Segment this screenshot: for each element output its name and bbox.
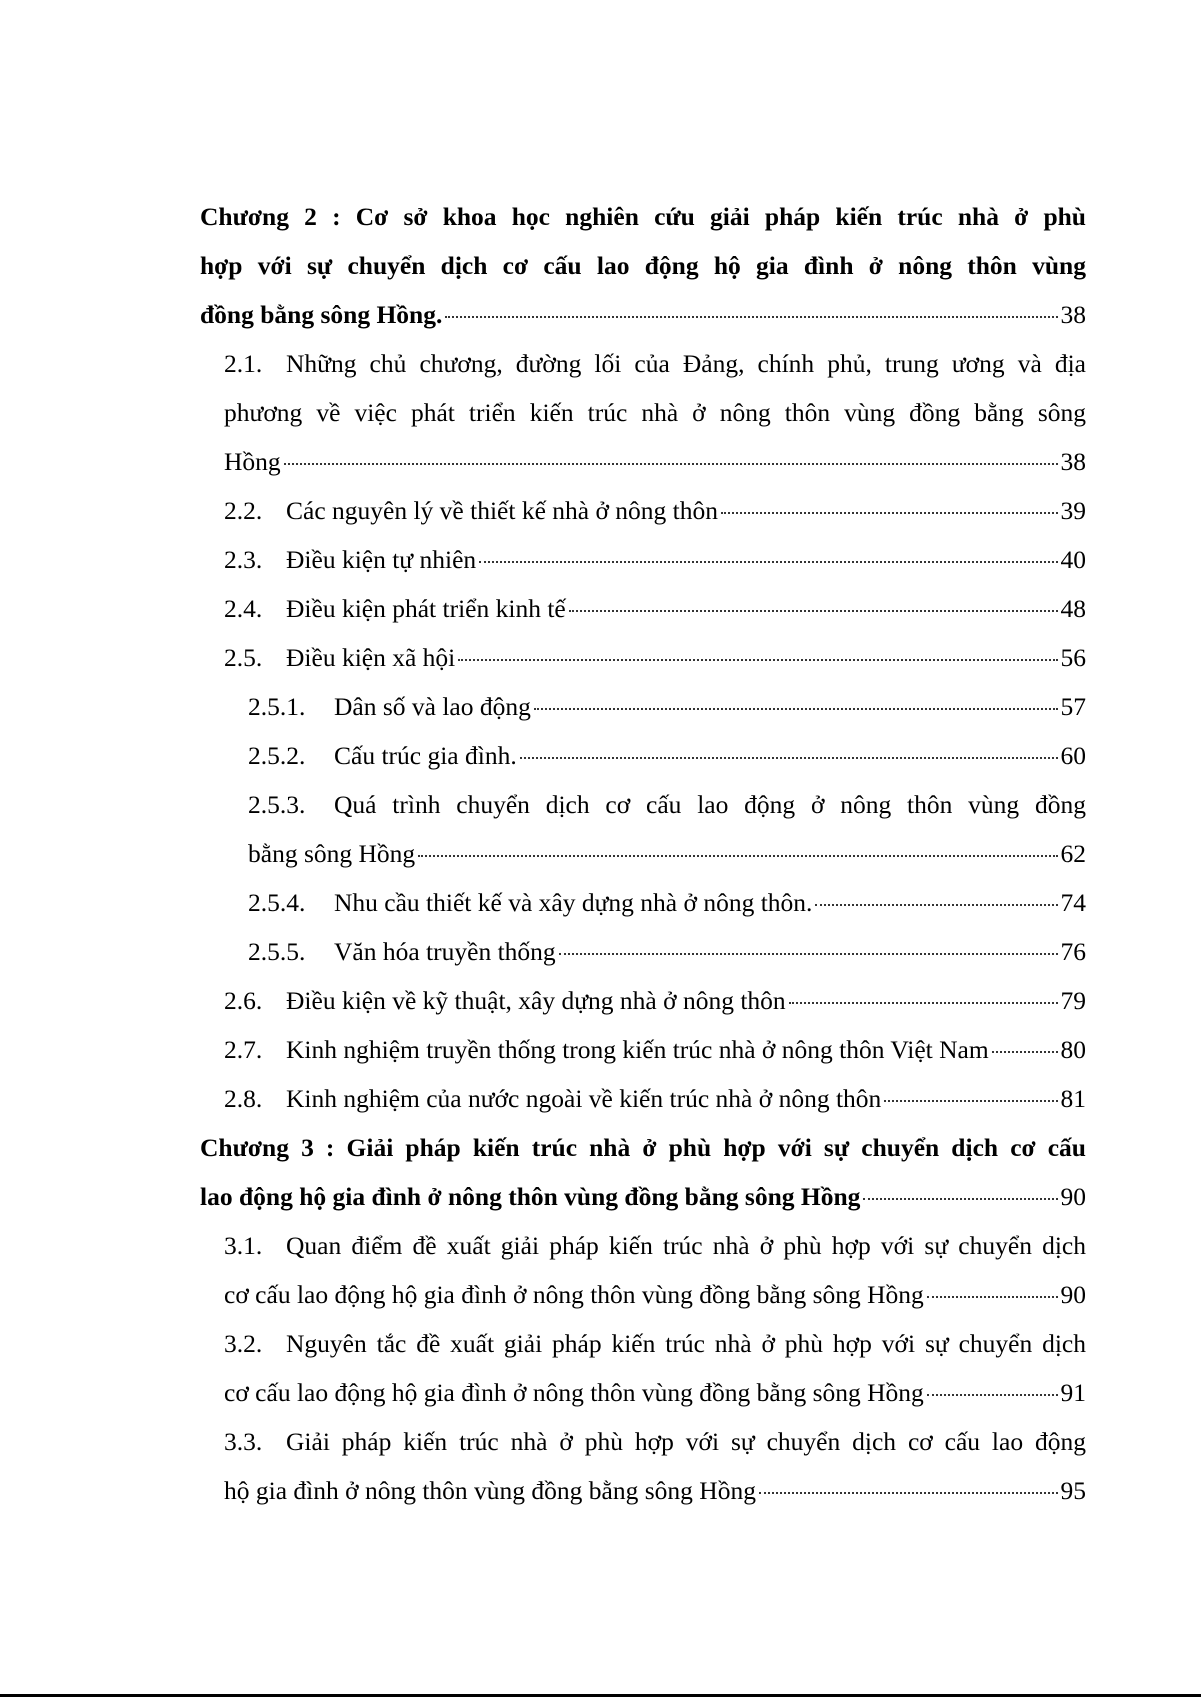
page-bottom-rule	[0, 1694, 1201, 1697]
toc-page-number: 56	[1060, 643, 1086, 672]
toc-entry-title-end: lao động hộ gia đình ở nông thôn vùng đồng bằng sông Hồng	[200, 1182, 861, 1211]
dot-leader	[815, 903, 1057, 906]
toc-page-number: 76	[1060, 937, 1086, 966]
toc-entry-final-line	[224, 1074, 1086, 1123]
toc-entry-number: 2.3.	[224, 545, 263, 574]
toc-chapter-entry[interactable]	[200, 192, 1086, 339]
toc-section-entry[interactable]	[200, 1417, 1086, 1515]
toc-entry-number: 2.2.	[224, 496, 263, 525]
toc-entry-title-end: Cấu trúc gia đình.	[334, 741, 517, 770]
toc-entry-number: 2.5.4.	[248, 888, 306, 917]
toc-entry-number: 2.4.	[224, 594, 263, 623]
toc-entry-title-end: Điều kiện phát triển kinh tế	[286, 594, 566, 623]
dot-leader	[458, 658, 1057, 661]
toc-entry-number: 2.7.	[224, 1035, 263, 1064]
toc-entry-final-line	[224, 976, 1086, 1025]
toc-entry-line	[224, 388, 1086, 437]
toc-entry-title-end: cơ cấu lao động hộ gia đình ở nông thôn vùng đồng bằng sông Hồng	[224, 1378, 924, 1407]
toc-entry-number: 2.5.1.	[248, 692, 306, 721]
toc-page-number: 95	[1060, 1476, 1086, 1505]
toc-entry-final-line	[224, 535, 1086, 584]
toc-page-number: 74	[1060, 888, 1086, 917]
toc-entry-final-line	[248, 878, 1086, 927]
toc-entry-final-line	[224, 1368, 1086, 1417]
toc-subsection-entry[interactable]	[200, 682, 1086, 731]
toc-entry-line	[224, 1417, 1086, 1466]
toc-subsection-entry[interactable]	[200, 927, 1086, 976]
toc-page-number: 81	[1060, 1084, 1086, 1113]
toc-entry-line	[224, 339, 1086, 388]
toc-entry-final-line	[248, 682, 1086, 731]
toc-page-number: 62	[1060, 839, 1086, 868]
toc-entry-final-line	[248, 927, 1086, 976]
toc-entry-line	[248, 780, 1086, 829]
toc-entry-final-line	[224, 633, 1086, 682]
toc-entry-number: 3.3.	[224, 1427, 263, 1456]
toc-entry-number: 2.5.3.	[248, 790, 306, 819]
toc-page-number: 91	[1060, 1378, 1086, 1407]
toc-entry-title-end: Văn hóa truyền thống	[334, 937, 556, 966]
toc-entry-title-end: Điều kiện về kỹ thuật, xây dựng nhà ở nông thôn	[286, 986, 786, 1015]
toc-entry-title-line: Chương 3 : Giải pháp kiến trúc nhà ở phù hợp với sự chuyển dịch cơ cấu	[200, 1133, 1086, 1162]
toc-entry-line	[200, 192, 1086, 241]
toc-page-number: 38	[1060, 300, 1086, 329]
toc-entry-number: 2.5.5.	[248, 937, 306, 966]
toc-page-number: 90	[1060, 1182, 1086, 1211]
toc-section-entry[interactable]	[200, 486, 1086, 535]
dot-leader	[445, 315, 1057, 318]
toc-entry-number: 3.2.	[224, 1329, 263, 1358]
toc-entry-line	[200, 1123, 1086, 1172]
toc-entry-title-line: Quan điểm đề xuất giải pháp kiến trúc nhà ở phù hợp với sự chuyển dịch	[286, 1231, 1086, 1260]
toc-entry-title-end: đồng bằng sông Hồng.	[200, 300, 443, 329]
dot-leader	[927, 1295, 1058, 1298]
toc-entry-title-end: bằng sông Hồng	[248, 839, 416, 868]
toc-entry-number: 2.5.	[224, 643, 263, 672]
dot-leader	[520, 756, 1058, 759]
toc-entry-title-end: cơ cấu lao động hộ gia đình ở nông thôn vùng đồng bằng sông Hồng	[224, 1280, 924, 1309]
dot-leader	[534, 707, 1058, 710]
dot-leader	[559, 952, 1058, 955]
toc-page-number: 79	[1060, 986, 1086, 1015]
toc-entry-number: 2.5.2.	[248, 741, 306, 770]
toc-entry-final-line	[224, 437, 1086, 486]
toc-entry-title-end: Hồng	[224, 447, 281, 476]
toc-page-number: 90	[1060, 1280, 1086, 1309]
toc-section-entry[interactable]	[200, 1074, 1086, 1123]
toc-chapter-entry[interactable]	[200, 1123, 1086, 1221]
toc-entry-title-line: Những chủ chương, đường lối của Đảng, chính phủ, trung ương và địa	[286, 349, 1086, 378]
toc-page-number: 40	[1060, 545, 1086, 574]
toc-entry-title-end: Kinh nghiệm của nước ngoài về kiến trúc nhà ở nông thôn	[286, 1084, 882, 1113]
toc-section-entry[interactable]	[200, 976, 1086, 1025]
toc-entry-final-line	[224, 1270, 1086, 1319]
dot-leader	[569, 609, 1058, 612]
toc-entry-title-end: Điều kiện tự nhiên	[286, 545, 477, 574]
toc-subsection-entry[interactable]	[200, 731, 1086, 780]
toc-page-number: 57	[1060, 692, 1086, 721]
toc-entry-title-end: Kinh nghiệm truyền thống trong kiến trúc nhà ở nông thôn Việt Nam	[286, 1035, 989, 1064]
dot-leader	[884, 1099, 1057, 1102]
toc-entry-title-end: Điều kiện xã hội	[286, 643, 456, 672]
dot-leader	[863, 1197, 1057, 1200]
toc-entry-title-line: Nguyên tắc đề xuất giải pháp kiến trúc nhà ở phù hợp với sự chuyển dịch	[286, 1329, 1086, 1358]
toc-entry-title-end: hộ gia đình ở nông thôn vùng đồng bằng sông Hồng	[224, 1476, 756, 1505]
dot-leader	[927, 1393, 1058, 1396]
toc-entry-title-line: Quá trình chuyển dịch cơ cấu lao động ở nông thôn vùng đồng	[334, 790, 1086, 819]
toc-page-number: 80	[1060, 1035, 1086, 1064]
toc-entry-final-line	[200, 1172, 1086, 1221]
toc-entry-number: 2.8.	[224, 1084, 263, 1113]
toc-entry-title-end: Dân số và lao động	[334, 692, 531, 721]
toc-entry-final-line	[224, 486, 1086, 535]
toc-section-entry[interactable]	[200, 633, 1086, 682]
table-of-contents	[200, 192, 1086, 1515]
toc-entry-title-line: phương về việc phát triển kiến trúc nhà ở nông thôn vùng đồng bằng sông	[224, 398, 1086, 427]
toc-entry-final-line	[224, 584, 1086, 633]
toc-subsection-entry[interactable]	[200, 878, 1086, 927]
toc-section-entry[interactable]	[200, 535, 1086, 584]
toc-entry-title-line: Chương 2 : Cơ sở khoa học nghiên cứu giải pháp kiến trúc nhà ở phù	[200, 202, 1086, 231]
toc-entry-final-line	[224, 1466, 1086, 1515]
dot-leader	[721, 511, 1057, 514]
toc-entry-title-line: hợp với sự chuyển dịch cơ cấu lao động hộ gia đình ở nông thôn vùng	[200, 251, 1086, 280]
toc-entry-final-line	[200, 290, 1086, 339]
toc-entry-number: 2.1.	[224, 349, 263, 378]
toc-entry-number: 3.1.	[224, 1231, 263, 1260]
dot-leader	[789, 1001, 1058, 1004]
toc-subsection-entry[interactable]	[200, 780, 1086, 878]
toc-entry-line	[224, 1319, 1086, 1368]
dot-leader	[759, 1491, 1058, 1494]
toc-entry-final-line	[224, 1025, 1086, 1074]
dot-leader	[284, 462, 1058, 465]
toc-section-entry[interactable]	[200, 339, 1086, 486]
toc-page-number: 38	[1060, 447, 1086, 476]
toc-page-number: 48	[1060, 594, 1086, 623]
toc-entry-title-end: Các nguyên lý về thiết kế nhà ở nông thôn	[286, 496, 719, 525]
dot-leader	[479, 560, 1057, 563]
toc-section-entry[interactable]	[200, 584, 1086, 633]
toc-entry-title-end: Nhu cầu thiết kế và xây dựng nhà ở nông thôn.	[334, 888, 813, 917]
toc-section-entry[interactable]	[200, 1319, 1086, 1417]
toc-entry-final-line	[248, 829, 1086, 878]
toc-page-number: 60	[1060, 741, 1086, 770]
dot-leader	[418, 854, 1057, 857]
toc-section-entry[interactable]	[200, 1221, 1086, 1319]
toc-entry-line	[200, 241, 1086, 290]
toc-entry-number: 2.6.	[224, 986, 263, 1015]
dot-leader	[992, 1050, 1058, 1053]
toc-entry-title-line: Giải pháp kiến trúc nhà ở phù hợp với sự chuyển dịch cơ cấu lao động	[286, 1427, 1086, 1456]
toc-entry-line	[224, 1221, 1086, 1270]
toc-entry-final-line	[248, 731, 1086, 780]
toc-page-number: 39	[1060, 496, 1086, 525]
toc-section-entry[interactable]	[200, 1025, 1086, 1074]
